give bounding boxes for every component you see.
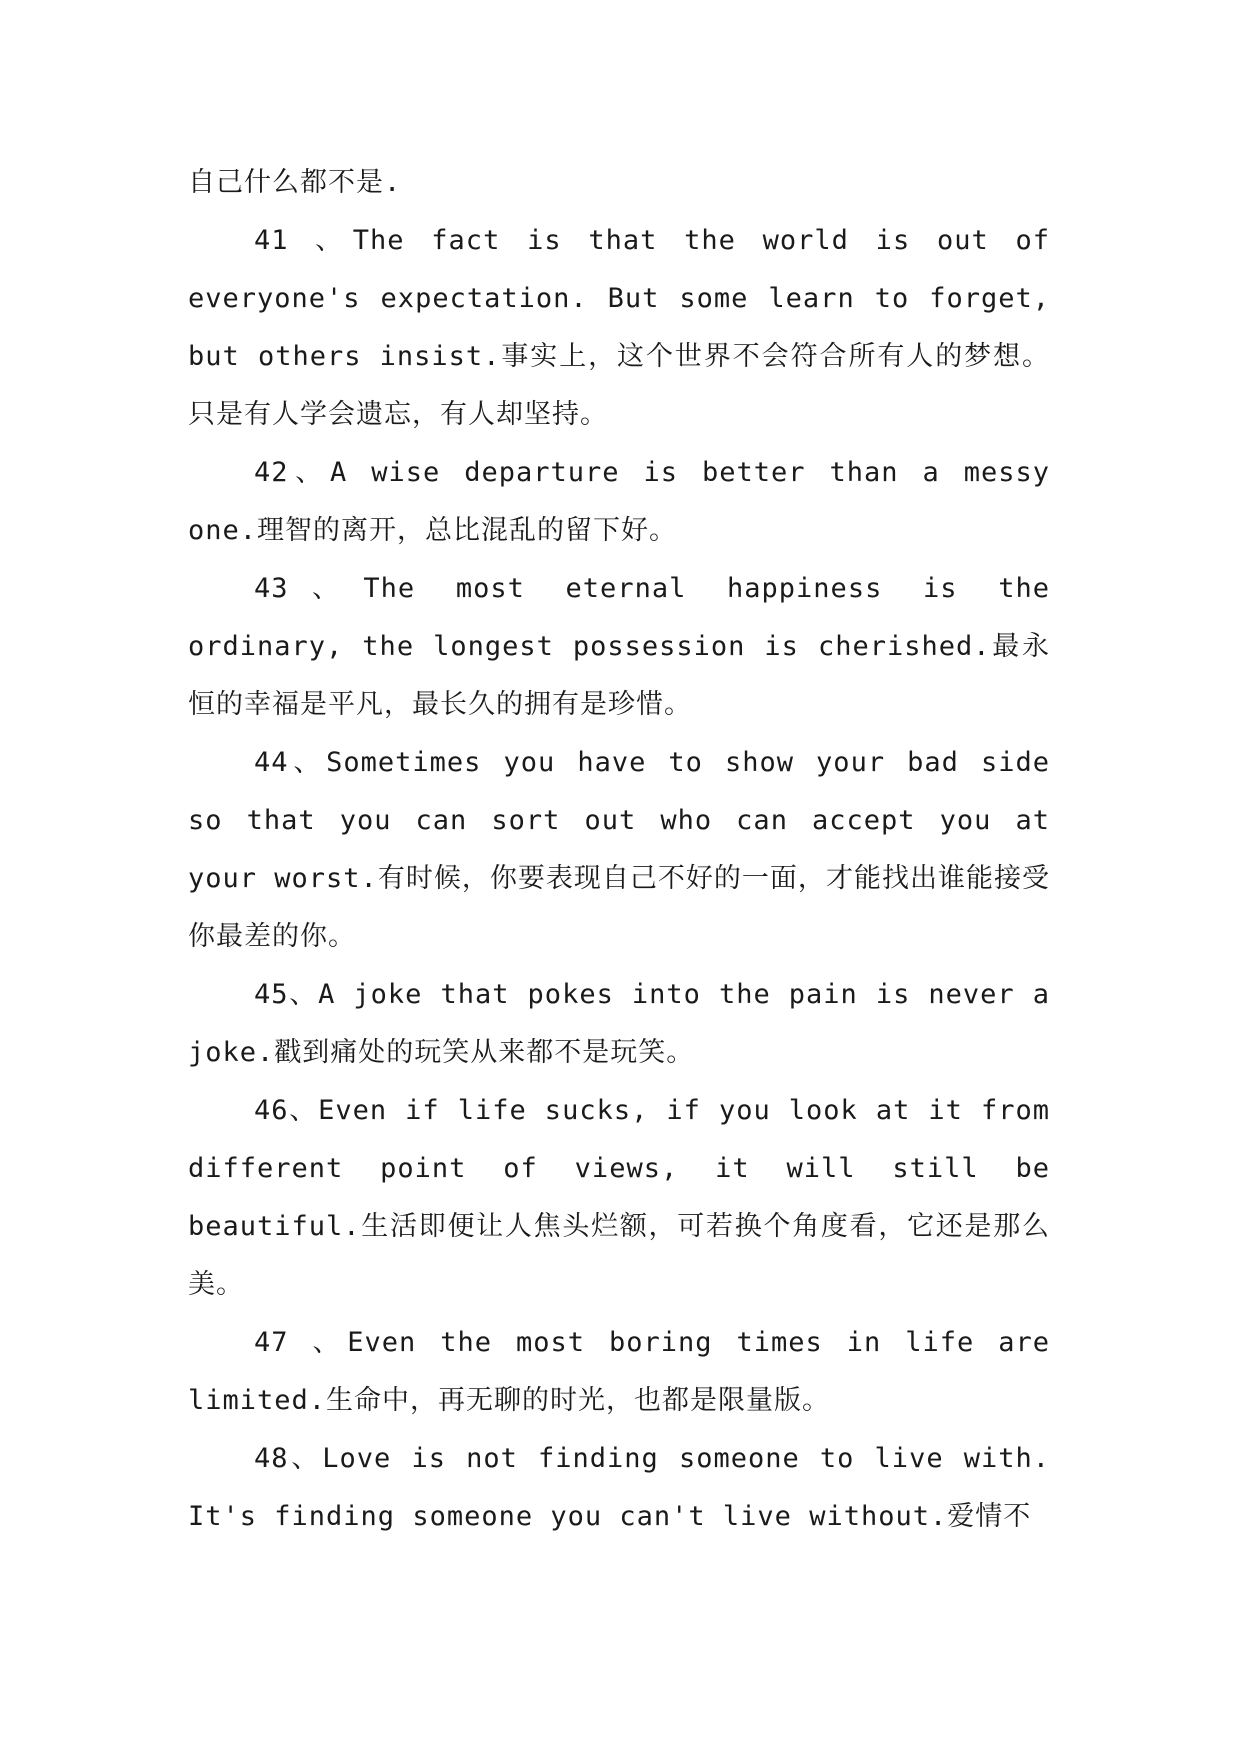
document-body — [188, 154, 1050, 1546]
paragraph: 自己什么都不是. — [188, 167, 402, 198]
paragraph-quote-41: 41 、The fact is that the world is out of everyone's expectation. But some learn to forget, but others insist.事实上，这个世界不会符合所有人的梦想。只是有人学会遗忘，有人却坚持。 — [188, 225, 1050, 430]
paragraph-quote-44: 44、Sometimes you have to show your bad side so that you can sort out who can accept you at your worst.有时候，你要表现自己不好的一面，才能找出谁能接受你最差的你。 — [188, 747, 1050, 952]
paragraph-quote-45: 45、A joke that pokes into the pain is never a joke.戳到痛处的玩笑从来都不是玩笑。 — [188, 979, 1050, 1068]
paragraph-quote-42: 42、A wise departure is better than a messy one.理智的离开，总比混乱的留下好。 — [188, 457, 1050, 546]
paragraph-quote-47: 47 、Even the most boring times in life are limited.生命中，再无聊的时光，也都是限量版。 — [188, 1327, 1050, 1416]
paragraph-quote-48: 48、Love is not finding someone to live with. It's finding someone you can't live without.爱情不 — [188, 1443, 1050, 1532]
paragraph-quote-43: 43、The most eternal happiness is the ordinary, the longest possession is cherished.最永恒的幸福是平凡，最长久的拥有是珍惜。 — [188, 573, 1050, 720]
paragraph-quote-46: 46、Even if life sucks, if you look at it from different point of views, it will still be beautiful.生活即便让人焦头烂额，可若换个角度看，它还是那么美。 — [188, 1095, 1050, 1300]
